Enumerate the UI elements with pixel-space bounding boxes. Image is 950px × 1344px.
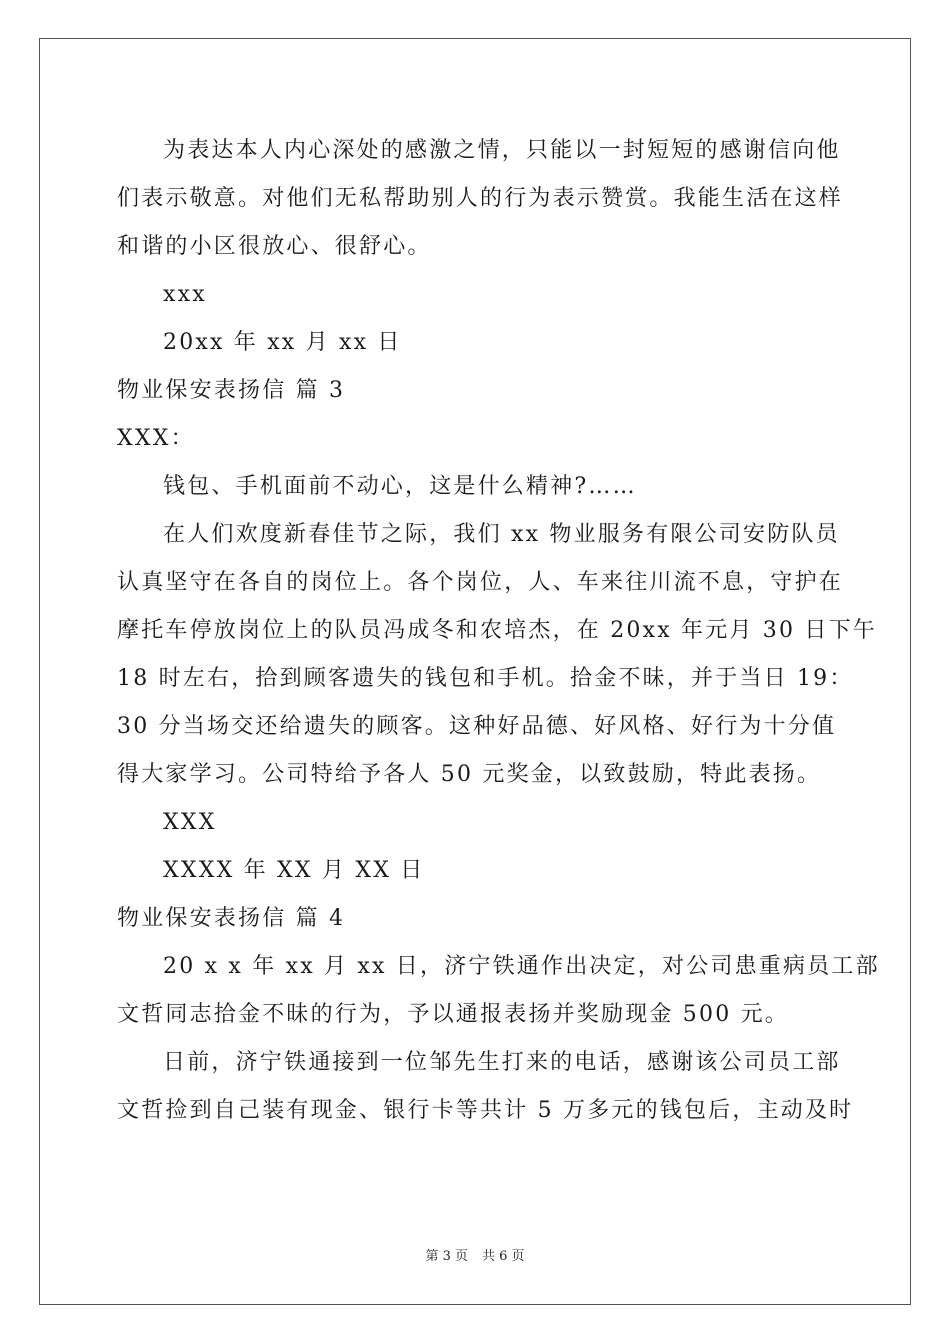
text-line: 们表示敬意。对他们无私帮助别人的行为表示赞赏。我能生活在这样 bbox=[117, 186, 844, 211]
text-line: 为表达本人内心深处的感激之情，只能以一封短短的感谢信向他 bbox=[163, 138, 841, 163]
text-line: 摩托车停放岗位上的队员冯成冬和农培杰，在 20xx 年元月 30 日下午 bbox=[117, 618, 877, 643]
text-line: 30 分当场交还给遗失的顾客。这种好品德、好风格、好行为十分值 bbox=[117, 714, 837, 739]
text-line: 日前，济宁铁通接到一位邹先生打来的电话，感谢该公司员工部 bbox=[163, 1050, 841, 1075]
text-line: 认真坚守在各自的岗位上。各个岗位，人、车来往川流不息，守护在 bbox=[117, 570, 844, 595]
date-line: XXXX 年 XX 月 XX 日 bbox=[163, 858, 425, 883]
text-line: 和谐的小区很放心、很舒心。 bbox=[117, 234, 432, 259]
signature: xxx bbox=[163, 282, 207, 307]
salutation: XXX： bbox=[117, 426, 195, 451]
text-line: 文哲捡到自己装有现金、银行卡等共计 5 万多元的钱包后，主动及时 bbox=[117, 1098, 854, 1123]
section-heading: 物业保安表扬信 篇 3 bbox=[117, 378, 346, 403]
document-body bbox=[117, 127, 880, 1135]
text-line: 在人们欢度新春佳节之际，我们 xx 物业服务有限公司安防队员 bbox=[163, 522, 840, 547]
page-number: 第 3 页 bbox=[425, 1249, 468, 1264]
text-line: 钱包、手机面前不动心，这是什么精神?…… bbox=[163, 474, 637, 499]
page-footer bbox=[0, 1248, 950, 1266]
text-line: 文哲同志拾金不昧的行为，予以通报表扬并奖励现金 500 元。 bbox=[117, 1002, 789, 1027]
text-line: 得大家学习。公司特给予各人 50 元奖金，以致鼓励，特此表扬。 bbox=[117, 762, 822, 787]
text-line: 20 x x 年 xx 月 xx 日，济宁铁通作出决定，对公司患重病员工部 bbox=[163, 954, 880, 979]
date-line: 20xx 年 xx 月 xx 日 bbox=[163, 330, 402, 355]
page-total: 共 6 页 bbox=[482, 1249, 525, 1264]
text-line: 18 时左右，拾到顾客遗失的钱包和手机。拾金不昧，并于当日 19： bbox=[117, 666, 854, 691]
signature: XXX bbox=[163, 810, 217, 835]
section-heading: 物业保安表扬信 篇 4 bbox=[117, 906, 346, 931]
